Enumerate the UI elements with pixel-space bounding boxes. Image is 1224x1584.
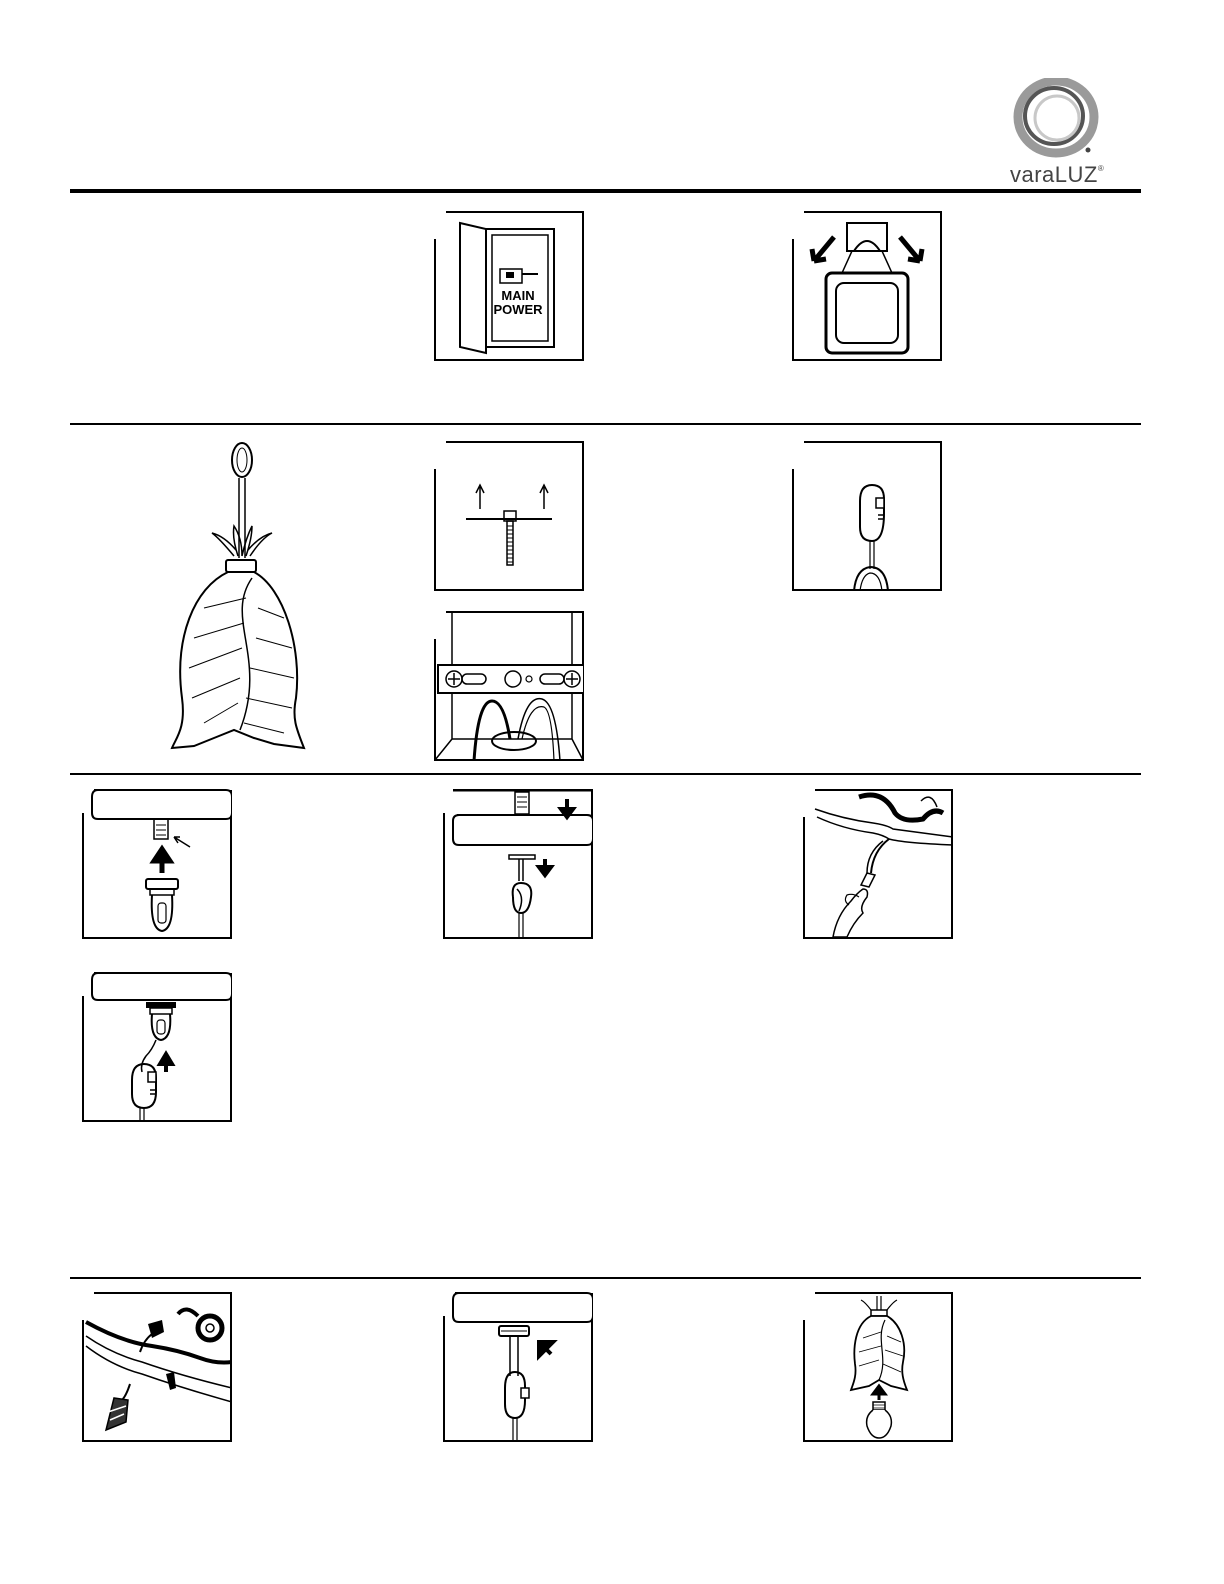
main-label: MAIN: [501, 288, 535, 303]
figure-remove-old-fixture: [792, 211, 942, 361]
power-label: POWER: [493, 302, 543, 317]
figure-main-power: [434, 211, 584, 361]
section-divider-1: [70, 423, 1141, 425]
figure-junction-box: [434, 611, 584, 761]
figure-pendant-fixture: [164, 438, 314, 754]
section-divider-3: [70, 1277, 1141, 1279]
varaluz-logo-icon: [1010, 78, 1106, 158]
figure-secure-canopy: [443, 1292, 593, 1442]
section-divider-2: [70, 773, 1141, 775]
brand-name: varaLUZ®: [1010, 162, 1105, 187]
figure-wire-nuts: [82, 1292, 232, 1442]
figure-attach-loop: [82, 789, 232, 939]
figure-canopy-lower: [443, 789, 593, 939]
header-rule: [70, 189, 1141, 193]
figure-attach-chain: [82, 972, 232, 1122]
figure-wire-connect: [803, 789, 953, 939]
figure-install-bulb: [803, 1292, 953, 1442]
figure-mounting-screws: [434, 441, 584, 591]
figure-chain-link: [792, 441, 942, 591]
